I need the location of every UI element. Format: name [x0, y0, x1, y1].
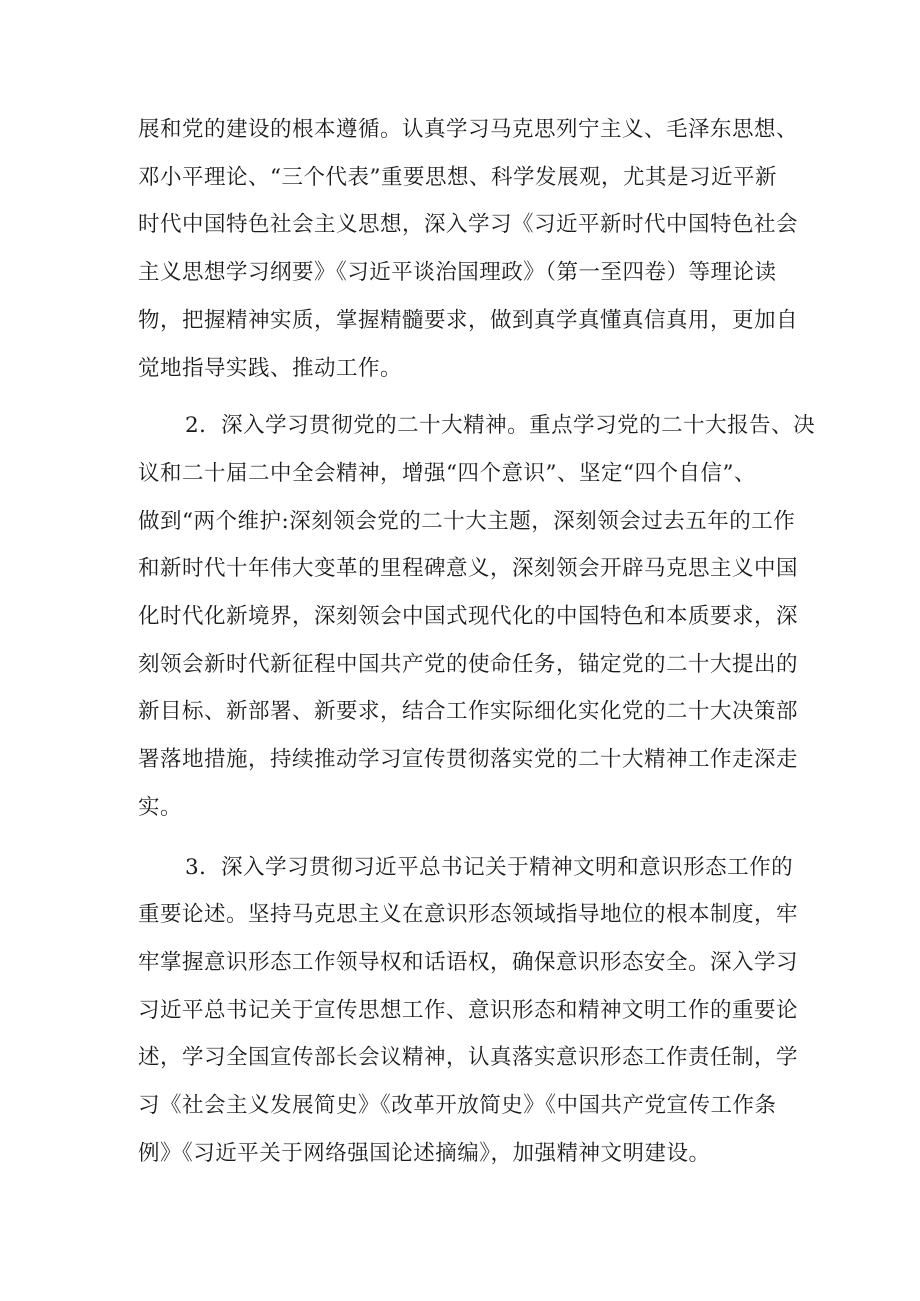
text-line: 物，把握精神实质，掌握精髓要求，做到真学真懂真信真用，更加自: [138, 307, 799, 333]
text-line: 习《社会主义发展简史》《改革开放简史》《中国共产党宣传工作条: [138, 1093, 777, 1119]
text-line: 重要论述。坚持马克思主义在意识形态领域指导地位的根本制度，牢: [138, 902, 799, 928]
document-body: [138, 106, 816, 1177]
text-line: 例》《习近平关于网络强国论述摘编》，加强精神文明建设。: [138, 1140, 711, 1166]
text-line: 实。: [138, 794, 183, 820]
text-line: 邓小平理论、“三个代表”重要思想、科学发展观，尤其是习近平新: [138, 164, 777, 190]
text-line: 述，学习全国宣传部长会议精神，认真落实意识形态工作责任制，学: [138, 1045, 799, 1071]
text-line: 和新时代十年伟大变革的里程碑意义，深刻领会开辟马克思主义中国: [138, 556, 799, 582]
paragraph-1: [138, 106, 799, 392]
text-line: 主义思想学习纲要》《习近平谈治国理政》（第一至四卷）等理论读: [138, 260, 777, 286]
text-line: 展和党的建设的根本遵循。认真学习马克思列宁主义、毛泽东思想、: [138, 117, 799, 142]
text-line: 刻领会新时代新征程中国共产党的使命任务，锚定党的二十大提出的: [138, 651, 799, 677]
text-line: 做到“两个维护:深刻领会党的二十大主题，深刻领会过去五年的工作: [138, 508, 796, 534]
text-line: 新目标、新部署、新要求，结合工作实际细化实化党的二十大决策部: [138, 699, 799, 725]
text-line: 化时代化新境界，深刻领会中国式现代化的中国特色和本质要求，深: [138, 604, 799, 630]
text-line: 2．深入学习贯彻党的二十大精神。重点学习党的二十大报告、决: [185, 413, 816, 439]
text-line: 觉地指导实践、推动工作。: [138, 355, 403, 381]
text-line: 3．深入学习贯彻习近平总书记关于精神文明和意识形态工作的: [185, 854, 794, 880]
paragraph-3: [138, 844, 799, 1178]
text-line: 署落地措施，持续推动学习宣传贯彻落实党的二十大精神工作走深走: [138, 747, 799, 773]
text-line: 习近平总书记关于宣传思想工作、意识形态和精神文明工作的重要论: [138, 997, 799, 1023]
text-line: 时代中国特色社会主义思想，深入学习《习近平新时代中国特色社会: [138, 212, 799, 238]
text-line: 牢掌握意识形态工作领导权和话语权，确保意识形态安全。深入学习: [138, 949, 799, 975]
text-line: 议和二十届二中全会精神，增强“四个意识”、坚定“四个自信”、: [138, 460, 756, 486]
paragraph-2: [138, 402, 816, 831]
